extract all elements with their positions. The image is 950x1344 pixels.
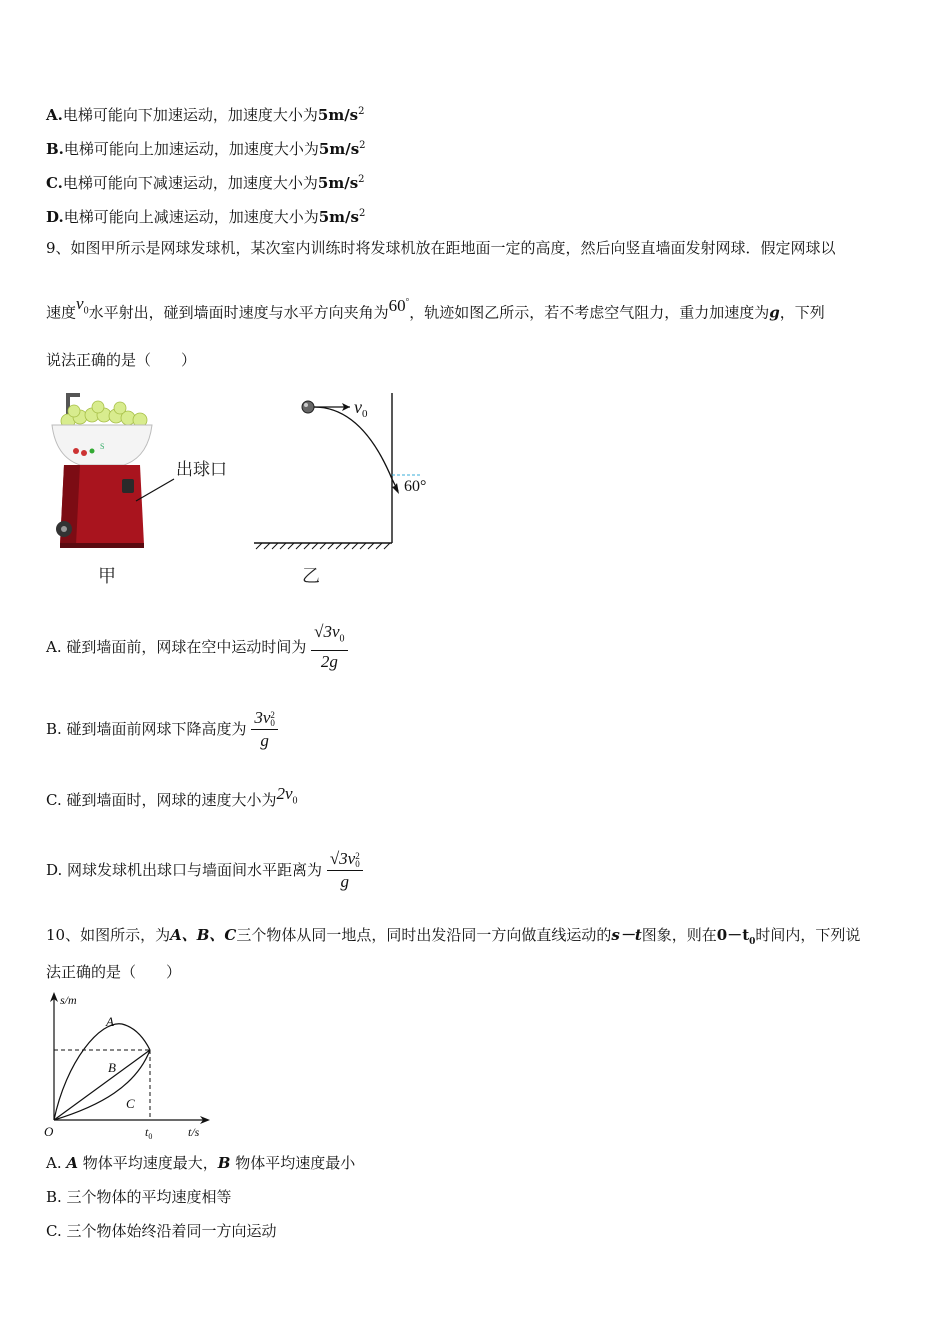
q9-option-b-fraction: 3v 2 0 g (251, 707, 278, 752)
q9-option-d (46, 843, 363, 896)
q10-stem-line1 (46, 925, 860, 952)
q10-st-graph (42, 990, 222, 1142)
q10-option-a-obj1: A (66, 1154, 79, 1172)
q9-figure (40, 385, 460, 590)
q8-option-b-value: 5m/s (318, 140, 360, 158)
curve-label-b: B (108, 1060, 116, 1075)
q9-stem-line3: 说法正确的是（ ） (46, 351, 197, 369)
origin-label: O (44, 1124, 54, 1139)
q8-option-a-prefix: A. (46, 106, 63, 124)
y-axis-label: s/m (60, 993, 77, 1007)
q10-stem-line2: 法正确的是（ ） (46, 963, 182, 981)
q10-option-a-obj2: B (217, 1154, 231, 1172)
q9-stem-line1: 9、如图甲所示是网球发球机，某次室内训练时将发球机放在距地面一定的高度，然后向竖直墙面发射网球．假定网球以 (46, 239, 836, 257)
q10-objects: A、B、C (170, 926, 237, 944)
q10-option-b: B. 三个物体的平均速度相等 (46, 1188, 232, 1206)
q8-option-d-prefix: D. (46, 208, 64, 226)
t0-label: $t_0$ (145, 1125, 153, 1141)
curve-label-c: C (126, 1096, 135, 1111)
outlet-label: 出球口 (176, 460, 227, 479)
q8-option-c-value: 5m/s (317, 174, 359, 192)
figure-caption-left: 甲 (98, 566, 116, 586)
q8-option-a-text: 电梯可能向下加速运动，加速度大小为 (62, 106, 318, 124)
q9-option-b-text: B. 碰到墙面前网球下降高度为 (46, 720, 247, 738)
q8-option-d (46, 204, 365, 227)
q10-graph-type: s－t (611, 926, 642, 944)
q9-stem-line2 (46, 293, 825, 330)
q8-option-c-sup: 2 (358, 174, 365, 185)
q9-option-a-text: A. 碰到墙面前，网球在空中运动时间为 (46, 638, 307, 656)
q8-option-b-text: 电梯可能向上加速运动，加速度大小为 (63, 140, 319, 158)
q9-option-d-text: D. 网球发球机出球口与墙面间水平距离为 (46, 861, 323, 879)
line-b (54, 1050, 150, 1120)
svg-text:S: S (100, 442, 105, 451)
trajectory-diagram (254, 393, 420, 549)
angle-label: 60° (404, 478, 427, 495)
q8-option-c-prefix: C. (46, 174, 63, 192)
q8-option-d-text: 电梯可能向上减速运动，加速度大小为 (63, 208, 319, 226)
q8-option-b-prefix: B. (46, 140, 64, 158)
q9-option-c (46, 784, 298, 817)
q8-option-c (46, 170, 365, 193)
q10-stem-part-b: 三个物体从同一地点，同时出发沿同一方向做直线运动的 (236, 926, 612, 944)
q9-option-b (46, 702, 278, 755)
q10-stem-part-c: 图象，则在 (641, 926, 717, 944)
q9-stem-part-c: ，轨迹如图乙所示，若不考虑空气阻力，重力加速度为 (409, 303, 770, 322)
q8-option-a-value: 5m/s (317, 106, 359, 124)
ball-machine-illustration (52, 393, 174, 548)
q8-option-a-sup: 2 (358, 106, 365, 117)
q9-stem-part-a: 速度 (46, 303, 77, 322)
q9-option-a (46, 620, 348, 673)
q9-option-c-text: C. 碰到墙面时，网球的速度大小为 (46, 791, 277, 809)
q10-option-a-mid: 物体平均速度最大， (78, 1154, 218, 1172)
q9-stem-part-d: ，下列 (779, 303, 825, 322)
q9-angle: 60° (388, 295, 410, 315)
q10-interval: $0-t_0$ (716, 926, 756, 947)
q8-option-b (46, 136, 366, 159)
q10-option-c: C. 三个物体始终沿着同一方向运动 (46, 1222, 277, 1240)
q9-stem-part-b: 水平射出，碰到墙面时速度与水平方向夹角为 (88, 303, 389, 322)
q8-option-a (46, 102, 365, 125)
q10-stem-part-a: 10、如图所示，为 (46, 926, 171, 944)
q9-v0-symbol: $v_0$ (76, 293, 89, 317)
curve-label-a: A (106, 1014, 114, 1029)
q8-option-b-sup: 2 (359, 140, 366, 151)
v0-label: $v_0$ (354, 397, 368, 420)
q10-option-a (46, 1153, 355, 1173)
q8-option-d-value: 5m/s (318, 208, 359, 226)
q9-option-c-expr: $2v_0$ (276, 784, 298, 807)
q9-option-d-fraction: √3v 2 0 g (327, 848, 363, 893)
q8-option-d-sup: 2 (358, 208, 366, 219)
curve-a (54, 1024, 150, 1120)
q10-option-a-end: 物体平均速度最小 (230, 1154, 356, 1172)
figure-caption-right: 乙 (302, 566, 320, 586)
x-axis-label: t/s (188, 1125, 200, 1139)
q10-stem-part-d: 时间内，下列说 (755, 926, 861, 944)
q8-option-c-text: 电梯可能向下减速运动，加速度大小为 (62, 174, 318, 192)
q9-option-a-fraction: $\frac{√3v_0}{2g}$ (311, 621, 347, 673)
q10-option-a-prefix: A. (46, 1154, 67, 1172)
q9-g-symbol: g (769, 303, 780, 322)
